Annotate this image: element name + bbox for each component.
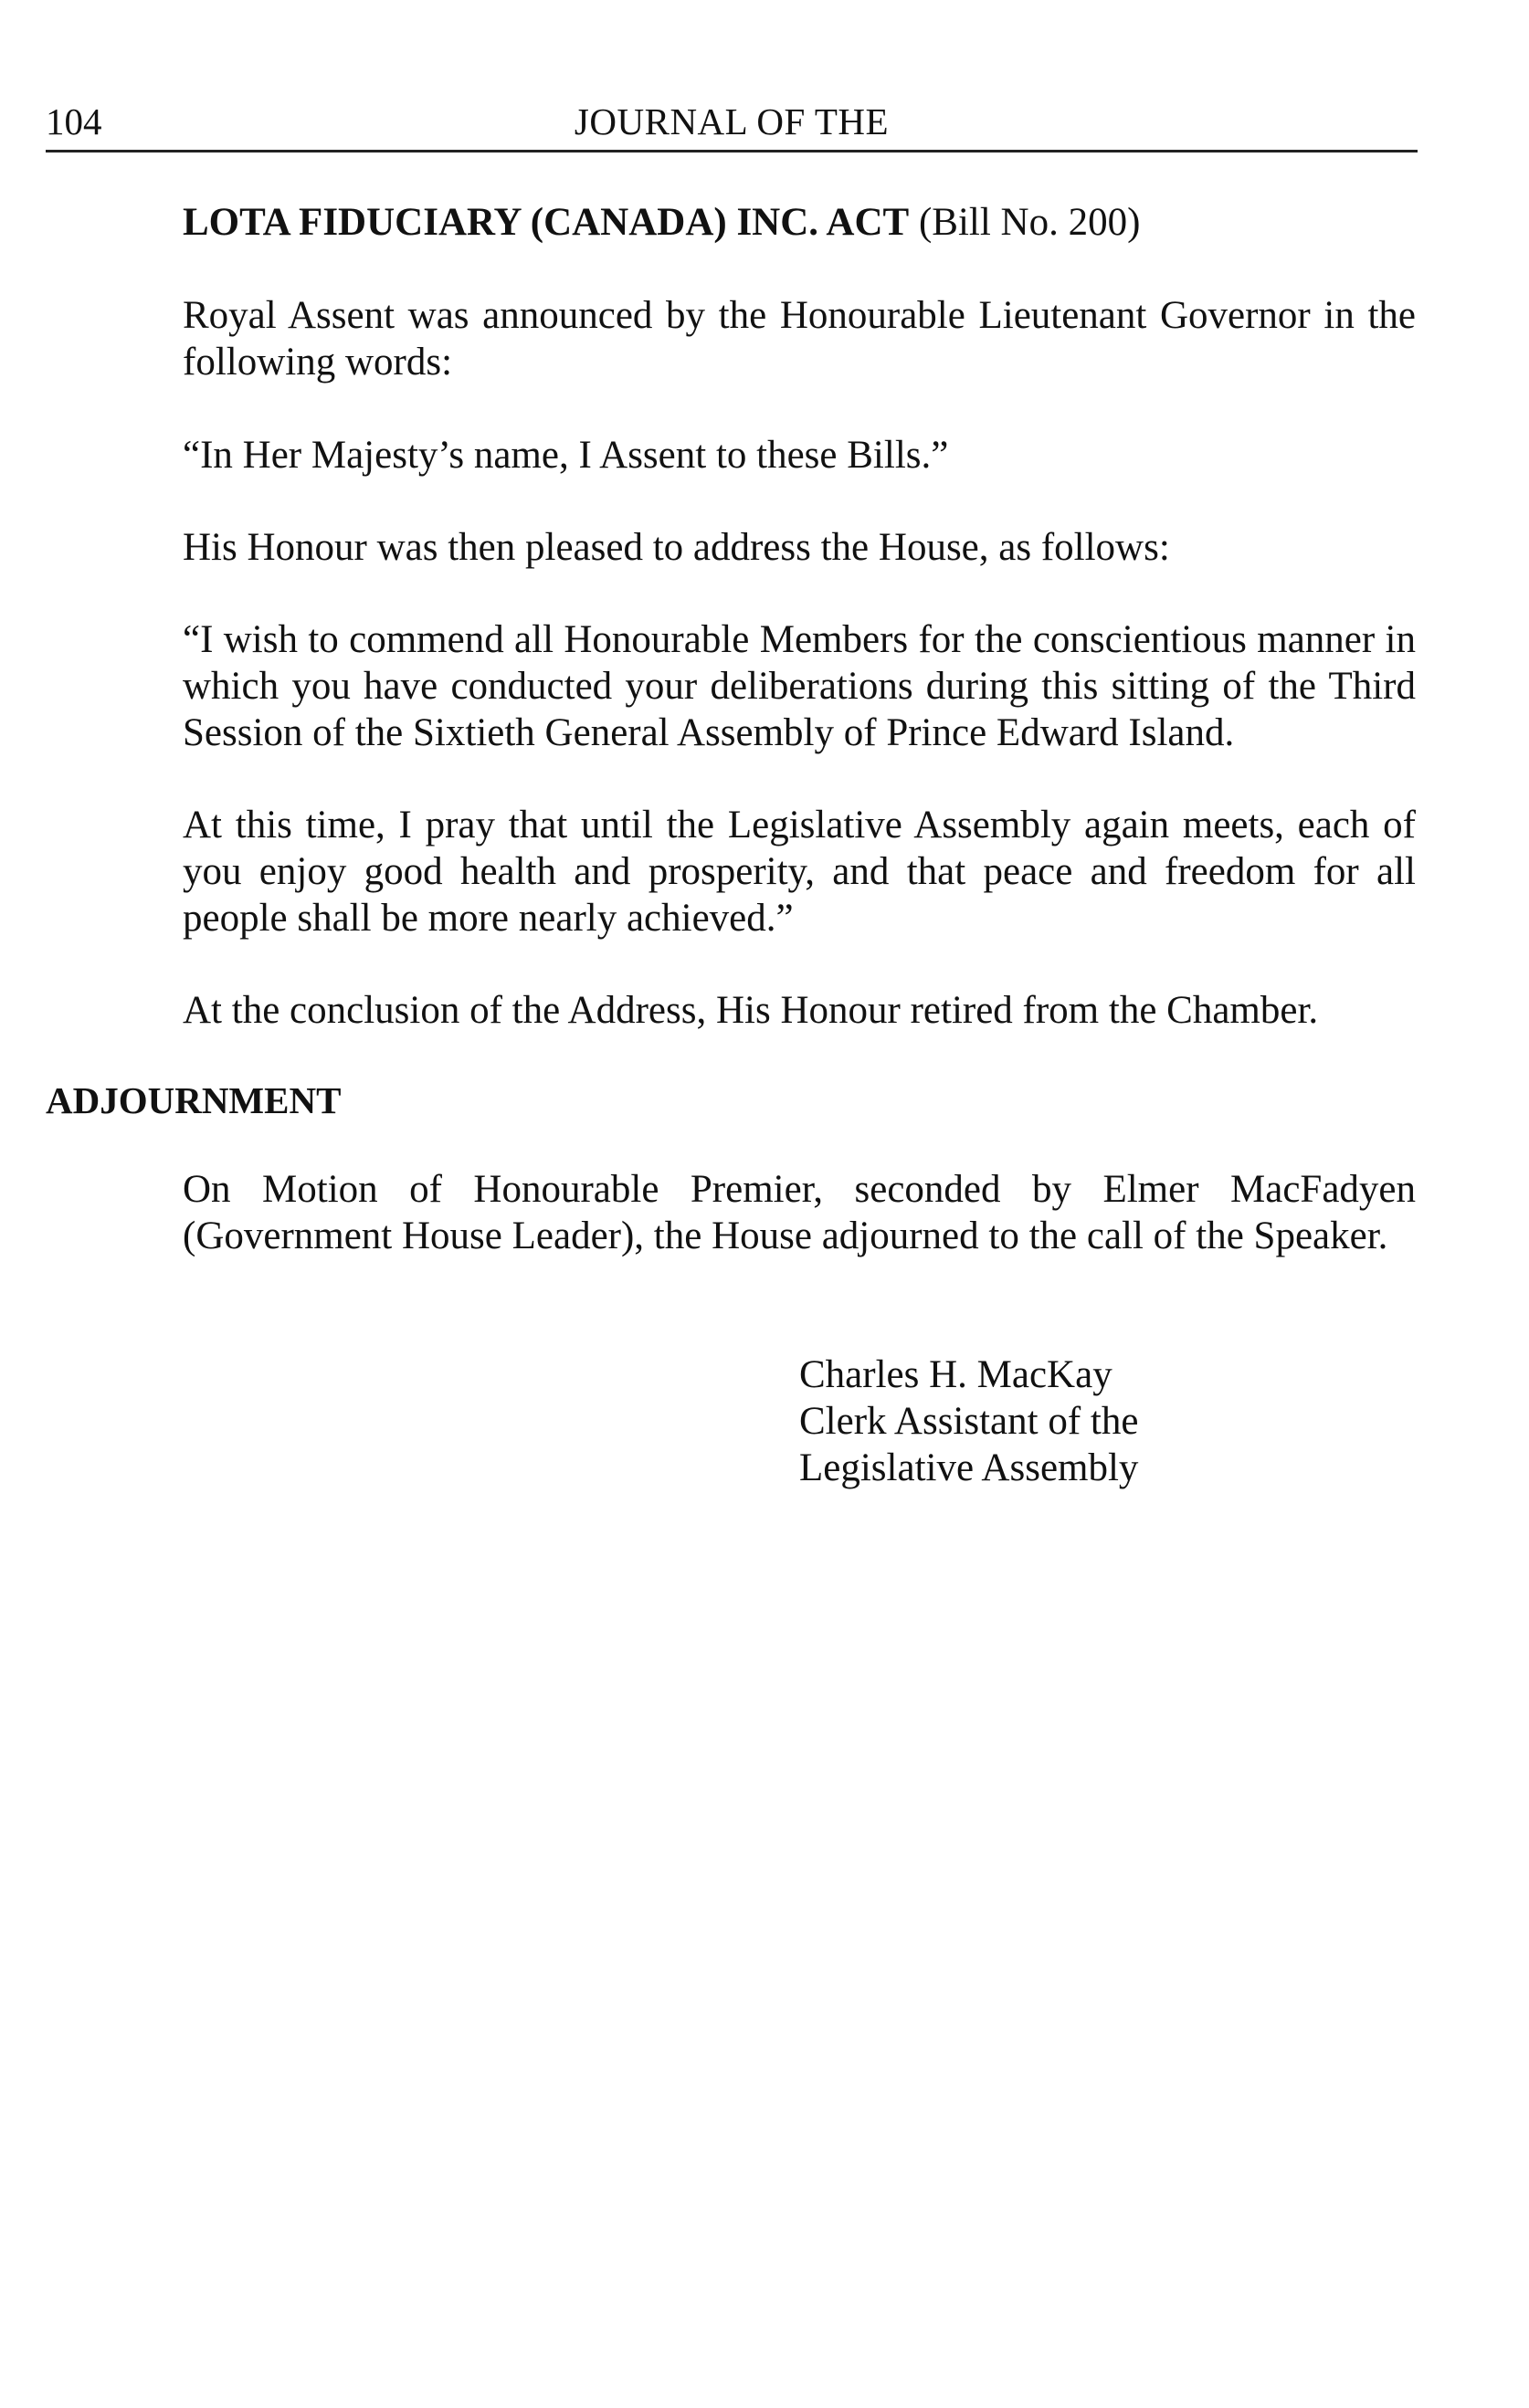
royal-assent-paragraph: Royal Assent was announced by the Honourable Lieutenant Governor in the following words: (183, 294, 1416, 384)
adjournment-motion: On Motion of Honourable Premier, seconded by Elmer MacFadyen (Government House Leader), the House adjourned to the call of the Speaker. (183, 1168, 1416, 1257)
conclusion-paragraph: At the conclusion of the Address, His Honour retired from the Chamber. (183, 989, 1319, 1032)
adjournment-heading: ADJOURNMENT (46, 1079, 342, 1121)
signature-block (799, 1351, 1347, 1491)
bill-heading (183, 199, 1416, 246)
signatory-name: Charles H. MacKay (799, 1353, 1112, 1396)
page-header (46, 99, 1418, 152)
signatory-title-line2: Legislative Assembly (799, 1446, 1139, 1489)
signatory-title-line1: Clerk Assistant of the (799, 1400, 1139, 1443)
pray-paragraph: At this time, I pray that until the Legislative Assembly again meets, each of you enjoy good health and prosperity, and that peace and freedom for all people shall be more nearly achieved.” (183, 804, 1416, 940)
bill-title: LOTA FIDUCIARY (CANADA) INC. ACT (183, 201, 910, 244)
page-number: 104 (46, 100, 102, 142)
running-head: JOURNAL OF THE (574, 100, 890, 142)
assent-quote: “In Her Majesty’s name, I Assent to these Bills.” (183, 434, 949, 477)
address-intro: His Honour was then pleased to address the House, as follows: (183, 526, 1170, 569)
bill-number: (Bill No. 200) (918, 201, 1141, 244)
commend-paragraph: “I wish to commend all Honourable Members for the conscientious manner in which you have conducted your deliberations during this sitting of the Third Session of the Sixtieth General Assembly of Prince Edward Island. (183, 618, 1416, 754)
